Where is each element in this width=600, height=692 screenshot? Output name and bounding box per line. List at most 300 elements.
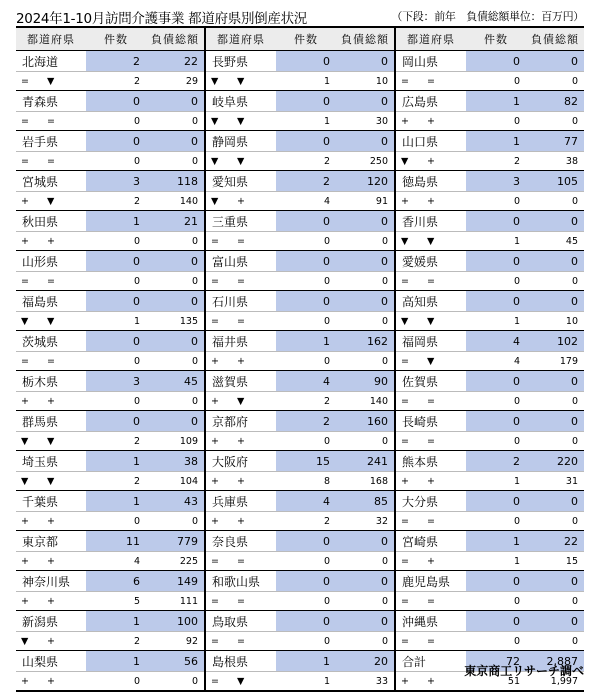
prefecture-name: 鹿児島県: [395, 571, 466, 592]
prefecture-name: 三重県: [205, 211, 276, 232]
count-change-mark: =: [401, 555, 409, 567]
count-change-mark: +: [21, 595, 29, 607]
table-row: [16, 611, 584, 632]
change-indicator: [205, 272, 276, 291]
source-credit: 東京商工リサーチ調べ: [464, 664, 584, 678]
table-row: [16, 491, 584, 512]
prev-debt-cell: 0: [146, 152, 205, 171]
prev-debt-cell: 104: [146, 472, 205, 491]
prev-debt-cell: 0: [146, 112, 205, 131]
debt-change-mark: ▼: [237, 675, 245, 687]
table-row: [16, 451, 584, 472]
debt-cell: 105: [526, 171, 584, 192]
count-cell: 0: [86, 131, 146, 152]
debt-change-mark: ▼: [427, 315, 435, 327]
table-body: [16, 51, 584, 692]
change-indicator: [16, 312, 86, 331]
count-cell: 0: [276, 291, 336, 312]
prev-count-cell: 0: [276, 592, 336, 611]
change-indicator: [16, 432, 86, 451]
debt-change-mark: +: [47, 515, 55, 527]
prev-debt-cell: 92: [146, 632, 205, 651]
prev-debt-cell: 0: [336, 552, 395, 571]
change-indicator: [16, 672, 86, 692]
prev-debt-cell: 45: [526, 232, 584, 251]
prev-count-cell: 0: [276, 552, 336, 571]
prev-count-cell: 4: [466, 352, 526, 371]
table-row: [16, 411, 584, 432]
prev-debt-cell: 0: [146, 512, 205, 531]
debt-cell: 0: [526, 251, 584, 272]
debt-cell: 0: [526, 611, 584, 632]
count-change-mark: =: [21, 275, 29, 287]
debt-change-mark: +: [237, 195, 245, 207]
debt-cell: 0: [146, 331, 205, 352]
count-change-mark: +: [401, 195, 409, 207]
prev-debt-cell: 0: [146, 272, 205, 291]
header-debt: 負債総額: [336, 27, 395, 51]
debt-cell: 21: [146, 211, 205, 232]
change-indicator: [205, 392, 276, 411]
previous-year-row: [16, 152, 584, 171]
prev-count-cell: 0: [276, 312, 336, 331]
header-row: [16, 27, 584, 51]
debt-change-mark: ▼: [47, 195, 55, 207]
debt-cell: 0: [146, 411, 205, 432]
debt-change-mark: +: [237, 435, 245, 447]
change-indicator: [16, 72, 86, 91]
prev-count-cell: 4: [276, 192, 336, 211]
previous-year-row: [16, 592, 584, 611]
count-cell: 4: [276, 371, 336, 392]
table-title: 2024年1-10月訪問介護事業 都道府県別倒産状況: [16, 11, 307, 27]
count-cell: 1: [466, 91, 526, 112]
prefecture-name: 岐阜県: [205, 91, 276, 112]
prefecture-name: 富山県: [205, 251, 276, 272]
change-indicator: [395, 672, 466, 692]
prev-count-cell: 1: [466, 472, 526, 491]
prev-debt-cell: 10: [336, 72, 395, 91]
debt-change-mark: +: [237, 515, 245, 527]
previous-year-row: [16, 432, 584, 451]
prev-debt-cell: 15: [526, 552, 584, 571]
debt-change-mark: =: [427, 435, 435, 447]
prev-debt-cell: 168: [336, 472, 395, 491]
prev-count-cell: 0: [86, 152, 146, 171]
debt-change-mark: +: [47, 235, 55, 247]
change-indicator: [16, 112, 86, 131]
debt-cell: 22: [146, 51, 205, 72]
debt-cell: 162: [336, 331, 395, 352]
debt-change-mark: +: [427, 675, 435, 687]
change-indicator: [395, 232, 466, 251]
count-cell: 0: [86, 331, 146, 352]
count-change-mark: =: [401, 515, 409, 527]
debt-cell: 0: [336, 531, 395, 552]
count-change-mark: +: [211, 395, 219, 407]
debt-cell: 0: [526, 211, 584, 232]
bankruptcy-table: [16, 26, 584, 692]
debt-change-mark: ▼: [47, 475, 55, 487]
prev-count-cell: 0: [466, 272, 526, 291]
prev-count-cell: 5: [86, 592, 146, 611]
change-indicator: [395, 312, 466, 331]
count-cell: 2: [466, 451, 526, 472]
prev-debt-cell: 0: [336, 632, 395, 651]
debt-change-mark: =: [427, 595, 435, 607]
count-cell: 4: [276, 491, 336, 512]
count-cell: 0: [466, 371, 526, 392]
header-count: 件数: [86, 27, 146, 51]
prev-count-cell: 0: [466, 112, 526, 131]
count-change-mark: =: [401, 75, 409, 87]
debt-change-mark: =: [427, 275, 435, 287]
debt-cell: 0: [146, 251, 205, 272]
prev-count-cell: 2: [86, 72, 146, 91]
prefecture-name: 奈良県: [205, 531, 276, 552]
count-change-mark: ▼: [21, 315, 29, 327]
prefecture-name: 東京都: [16, 531, 86, 552]
table-row: [16, 211, 584, 232]
change-indicator: [16, 192, 86, 211]
prev-debt-cell: 32: [336, 512, 395, 531]
previous-year-row: [16, 72, 584, 91]
count-change-mark: ▼: [401, 315, 409, 327]
prefecture-name: 山梨県: [16, 651, 86, 672]
prefecture-name: 島根県: [205, 651, 276, 672]
prev-count-cell: 2: [276, 152, 336, 171]
prefecture-name: 新潟県: [16, 611, 86, 632]
debt-change-mark: =: [47, 115, 55, 127]
debt-cell: 22: [526, 531, 584, 552]
prev-count-cell: 1: [466, 232, 526, 251]
prev-debt-cell: 0: [526, 272, 584, 291]
debt-cell: 120: [336, 171, 395, 192]
count-cell: 0: [466, 291, 526, 312]
prev-count-cell: 0: [466, 632, 526, 651]
change-indicator: [395, 72, 466, 91]
prefecture-name: 千葉県: [16, 491, 86, 512]
debt-change-mark: =: [47, 275, 55, 287]
change-indicator: [16, 392, 86, 411]
count-cell: 0: [466, 611, 526, 632]
prev-count-cell: 0: [276, 432, 336, 451]
prefecture-name: 栃木県: [16, 371, 86, 392]
change-indicator: [205, 192, 276, 211]
debt-change-mark: =: [427, 75, 435, 87]
count-change-mark: =: [211, 595, 219, 607]
prev-debt-cell: 0: [146, 392, 205, 411]
count-cell: 0: [466, 211, 526, 232]
change-indicator: [395, 272, 466, 291]
change-indicator: [16, 152, 86, 171]
count-change-mark: +: [21, 515, 29, 527]
prefecture-name: 高知県: [395, 291, 466, 312]
count-change-mark: =: [401, 435, 409, 447]
prev-debt-cell: 0: [336, 272, 395, 291]
count-change-mark: =: [21, 355, 29, 367]
prefecture-name: 静岡県: [205, 131, 276, 152]
count-change-mark: =: [21, 115, 29, 127]
count-change-mark: +: [401, 115, 409, 127]
debt-cell: 0: [526, 571, 584, 592]
debt-change-mark: +: [427, 195, 435, 207]
debt-cell: 56: [146, 651, 205, 672]
debt-change-mark: ▼: [237, 75, 245, 87]
count-cell: 0: [276, 91, 336, 112]
count-cell: 1: [86, 651, 146, 672]
prefecture-name: 岡山県: [395, 51, 466, 72]
prev-debt-cell: 0: [336, 312, 395, 331]
prev-count-cell: 2: [86, 192, 146, 211]
prefecture-name: 滋賀県: [205, 371, 276, 392]
change-indicator: [16, 272, 86, 291]
debt-cell: 779: [146, 531, 205, 552]
count-change-mark: +: [21, 555, 29, 567]
change-indicator: [395, 552, 466, 571]
debt-change-mark: =: [237, 315, 245, 327]
count-cell: 6: [86, 571, 146, 592]
prev-count-cell: 1: [466, 312, 526, 331]
count-change-mark: +: [21, 675, 29, 687]
prev-count-cell: 4: [86, 552, 146, 571]
prev-debt-cell: 135: [146, 312, 205, 331]
count-cell: 1: [86, 211, 146, 232]
count-cell: 0: [466, 571, 526, 592]
count-change-mark: ▼: [401, 235, 409, 247]
prev-debt-cell: 0: [336, 432, 395, 451]
prev-count-cell: 1: [86, 312, 146, 331]
prev-debt-cell: 0: [526, 392, 584, 411]
prev-debt-cell: 29: [146, 72, 205, 91]
debt-cell: 0: [526, 291, 584, 312]
prev-debt-cell: 0: [336, 232, 395, 251]
prev-count-cell: 0: [86, 112, 146, 131]
prefecture-name: 広島県: [395, 91, 466, 112]
debt-cell: 0: [336, 611, 395, 632]
debt-change-mark: +: [427, 475, 435, 487]
debt-cell: 0: [526, 411, 584, 432]
change-indicator: [395, 112, 466, 131]
debt-cell: 0: [336, 571, 395, 592]
count-change-mark: +: [401, 475, 409, 487]
prev-count-cell: 0: [86, 512, 146, 531]
prefecture-name: 岩手県: [16, 131, 86, 152]
prev-debt-cell: 0: [526, 112, 584, 131]
change-indicator: [16, 552, 86, 571]
debt-change-mark: +: [237, 355, 245, 367]
prefecture-name: 愛知県: [205, 171, 276, 192]
change-indicator: [16, 632, 86, 651]
change-indicator: [205, 72, 276, 91]
prev-count-cell: 1: [466, 552, 526, 571]
debt-change-mark: =: [47, 155, 55, 167]
prev-count-cell: 1: [276, 672, 336, 692]
change-indicator: [395, 392, 466, 411]
debt-cell: 0: [146, 131, 205, 152]
prev-count-cell: 0: [276, 232, 336, 251]
table-row: [16, 371, 584, 392]
prev-debt-cell: 10: [526, 312, 584, 331]
count-change-mark: =: [211, 275, 219, 287]
prev-count-cell: 0: [86, 392, 146, 411]
debt-change-mark: +: [427, 555, 435, 567]
count-cell: 2: [86, 51, 146, 72]
count-cell: 0: [276, 131, 336, 152]
count-change-mark: ▼: [211, 115, 219, 127]
previous-year-row: [16, 112, 584, 131]
prev-count-cell: 0: [86, 352, 146, 371]
prefecture-name: 大分県: [395, 491, 466, 512]
previous-year-row: [16, 272, 584, 291]
prefecture-name: 兵庫県: [205, 491, 276, 512]
debt-change-mark: ▼: [237, 395, 245, 407]
debt-change-mark: =: [47, 355, 55, 367]
change-indicator: [395, 512, 466, 531]
prefecture-name: 北海道: [16, 51, 86, 72]
prev-count-cell: 0: [86, 672, 146, 692]
prev-debt-cell: 111: [146, 592, 205, 611]
prev-count-cell: 8: [276, 472, 336, 491]
change-indicator: [395, 192, 466, 211]
count-cell: 0: [466, 51, 526, 72]
count-change-mark: ▼: [211, 155, 219, 167]
prefecture-name: 山口県: [395, 131, 466, 152]
table-row: [16, 91, 584, 112]
prev-debt-cell: 0: [526, 192, 584, 211]
count-cell: 0: [86, 91, 146, 112]
change-indicator: [395, 432, 466, 451]
count-change-mark: ▼: [21, 635, 29, 647]
count-change-mark: =: [21, 75, 29, 87]
debt-change-mark: =: [237, 555, 245, 567]
debt-change-mark: ▼: [237, 155, 245, 167]
prefecture-name: 大阪府: [205, 451, 276, 472]
debt-cell: 90: [336, 371, 395, 392]
count-change-mark: +: [21, 395, 29, 407]
change-indicator: [395, 592, 466, 611]
previous-year-row: [16, 472, 584, 491]
debt-cell: 0: [336, 91, 395, 112]
prev-count-cell: 2: [276, 392, 336, 411]
debt-change-mark: ▼: [47, 75, 55, 87]
count-change-mark: ▼: [401, 155, 409, 167]
prev-debt-cell: 225: [146, 552, 205, 571]
table-row: [16, 571, 584, 592]
count-change-mark: =: [401, 355, 409, 367]
prev-count-cell: 0: [466, 192, 526, 211]
count-change-mark: =: [211, 315, 219, 327]
change-indicator: [205, 632, 276, 651]
count-cell: 0: [86, 411, 146, 432]
count-cell: 0: [466, 411, 526, 432]
prev-debt-cell: 31: [526, 472, 584, 491]
debt-cell: 100: [146, 611, 205, 632]
count-cell: 2: [276, 171, 336, 192]
change-indicator: [16, 352, 86, 371]
count-cell: 3: [86, 371, 146, 392]
previous-year-row: [16, 192, 584, 211]
debt-cell: 20: [336, 651, 395, 672]
count-cell: 2: [276, 411, 336, 432]
previous-year-row: [16, 552, 584, 571]
count-cell: 1: [276, 651, 336, 672]
count-change-mark: +: [21, 195, 29, 207]
change-indicator: [205, 432, 276, 451]
prev-debt-cell: 0: [526, 592, 584, 611]
table-row: [16, 251, 584, 272]
change-indicator: [205, 472, 276, 491]
prefecture-name: 宮城県: [16, 171, 86, 192]
previous-year-row: [16, 392, 584, 411]
debt-cell: 241: [336, 451, 395, 472]
prefecture-name: 和歌山県: [205, 571, 276, 592]
count-change-mark: =: [211, 675, 219, 687]
change-indicator: [16, 232, 86, 251]
count-cell: 0: [466, 491, 526, 512]
count-cell: 1: [86, 611, 146, 632]
prev-count-cell: 0: [466, 392, 526, 411]
count-change-mark: +: [211, 435, 219, 447]
prev-count-cell: 0: [276, 632, 336, 651]
change-indicator: [395, 472, 466, 491]
previous-year-row: [16, 512, 584, 531]
prev-debt-cell: 0: [526, 72, 584, 91]
count-cell: 0: [276, 211, 336, 232]
previous-year-row: [16, 632, 584, 651]
prev-debt-cell: 1,997: [526, 672, 584, 692]
prev-debt-cell: 38: [526, 152, 584, 171]
prefecture-name: 徳島県: [395, 171, 466, 192]
header-debt: 負債総額: [526, 27, 584, 51]
debt-change-mark: +: [47, 395, 55, 407]
change-indicator: [395, 152, 466, 171]
debt-change-mark: +: [237, 475, 245, 487]
prefecture-name: 福島県: [16, 291, 86, 312]
debt-cell: 82: [526, 91, 584, 112]
prev-count-cell: 0: [86, 272, 146, 291]
prefecture-name: 宮崎県: [395, 531, 466, 552]
debt-cell: 0: [146, 291, 205, 312]
table-row: [16, 331, 584, 352]
change-indicator: [16, 592, 86, 611]
prefecture-name: 熊本県: [395, 451, 466, 472]
table-row: [16, 131, 584, 152]
prefecture-name: 長野県: [205, 51, 276, 72]
count-cell: 1: [86, 491, 146, 512]
prefecture-name: 合計: [395, 651, 466, 672]
prefecture-name: 沖縄県: [395, 611, 466, 632]
prev-debt-cell: 0: [336, 352, 395, 371]
prev-debt-cell: 0: [526, 512, 584, 531]
count-cell: 0: [276, 251, 336, 272]
previous-year-row: [16, 352, 584, 371]
count-cell: 4: [466, 331, 526, 352]
prev-debt-cell: 0: [146, 232, 205, 251]
debt-change-mark: +: [47, 595, 55, 607]
count-cell: 1: [276, 331, 336, 352]
change-indicator: [205, 512, 276, 531]
count-change-mark: =: [211, 555, 219, 567]
change-indicator: [205, 592, 276, 611]
count-change-mark: +: [401, 675, 409, 687]
previous-year-row: [16, 312, 584, 331]
prev-count-cell: 1: [276, 112, 336, 131]
count-cell: 0: [86, 251, 146, 272]
debt-change-mark: ▼: [47, 435, 55, 447]
debt-cell: 85: [336, 491, 395, 512]
change-indicator: [205, 352, 276, 371]
